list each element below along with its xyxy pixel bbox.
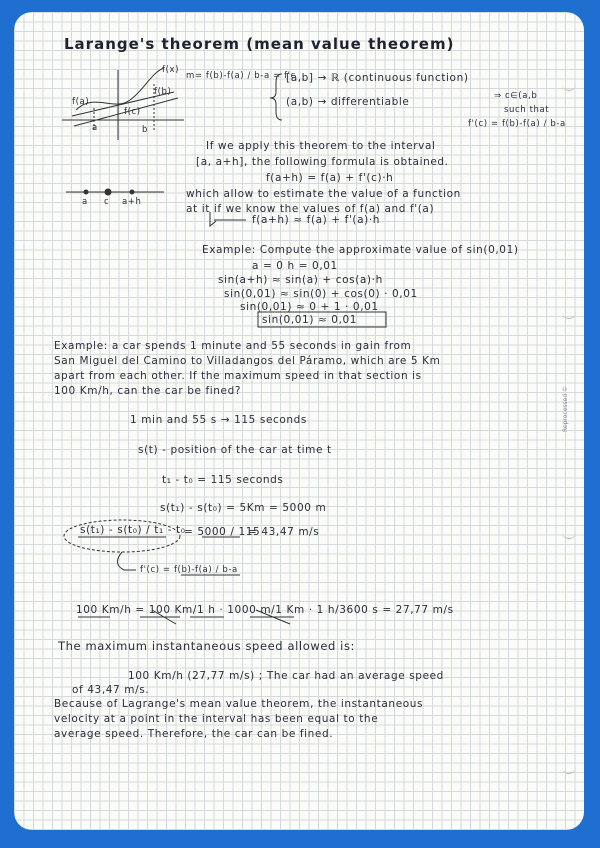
- interval-formula: f(a+h) = f(a) + f'(c)·h: [266, 172, 394, 184]
- conclusion-text: Because of Lagrange's mean value theorem, the instantaneous: [54, 698, 424, 710]
- time-conversion: 1 min and 55 s → 115 seconds: [130, 414, 307, 426]
- page-title: Larange's theorem (mean value theorem): [64, 35, 455, 53]
- average-speed-mid: = 5000 / 115: [184, 526, 261, 538]
- conclusion-formula: f'(c) = f(b)-f(a) / b-a: [468, 119, 566, 129]
- example2-text: San Miguel del Camino to Villadangos del Páramo, which are 5 Km: [54, 355, 441, 367]
- example1-step: sin(a+h) ≈ sin(a) + cos(a)·h: [218, 274, 383, 286]
- average-speed-value: of 43,47 m/s.: [72, 684, 150, 696]
- example2-text: 100 Km/h, can the car be fined?: [54, 385, 242, 397]
- max-speed-value: 100 Km/h (27,77 m/s) ; The car had an average speed: [128, 670, 444, 682]
- example1-heading: Example: Compute the approximate value of sin(0,01): [202, 244, 519, 256]
- example1-step: sin(0,01) ≈ sin(0) + cos(0) · 0,01: [224, 288, 418, 300]
- graph-label: f(b): [154, 87, 172, 97]
- conclusion-exists: ⇒ c∈(a,b: [494, 91, 538, 101]
- average-speed-rhs: = 43,47 m/s: [248, 526, 320, 538]
- speed-conversion: 100 Km/h = 100 Km/1 h · 1000 m/1 Km · 1 h/3600 s = 27,77 m/s: [76, 604, 454, 616]
- number-line-label: c: [104, 197, 110, 207]
- example1-step: a = 0 h = 0,01: [252, 260, 338, 272]
- interval-text: at it if we know the values of f(a) and f'(a): [186, 203, 435, 215]
- number-line-label: a: [82, 197, 88, 207]
- graph-label: f(c): [124, 107, 141, 117]
- graph-label: a: [92, 123, 98, 133]
- conclusion-text: average speed. Therefore, the car can be fined.: [54, 728, 334, 740]
- conclusion-text: velocity at a point in the interval has been equal to the: [54, 713, 379, 725]
- number-line-label: a+h: [122, 197, 142, 207]
- approx-formula: f(a+h) ≈ f(a) + f'(a)·h: [252, 214, 381, 226]
- example1-step: sin(0,01) ≈ 0 + 1 · 0,01: [240, 301, 379, 313]
- position-definition: s(t) - position of the car at time t: [138, 444, 332, 456]
- condition-continuous: [a,b] → ℝ (continuous function): [286, 72, 469, 84]
- graph-label: f(a): [72, 97, 90, 107]
- derivative-note: f'(c) = f(b)-f(a) / b-a: [140, 565, 238, 575]
- condition-differentiable: (a,b) → differentiable: [286, 96, 410, 108]
- example2-text: apart from each other. If the maximum speed in that section is: [54, 370, 422, 382]
- example1-result: sin(0,01) ≈ 0,01: [262, 314, 358, 326]
- slope-formula: m= f(b)-f(a) / b-a = f'c: [186, 71, 296, 81]
- side-watermark: Reprocessed ©: [562, 385, 569, 432]
- graph-label: f(x): [162, 65, 180, 75]
- interval-text: which allow to estimate the value of a function: [186, 188, 461, 200]
- interval-text: [a, a+h], the following formula is obtained.: [196, 156, 449, 168]
- example2-text: Example: a car spends 1 minute and 55 seconds in gain from: [54, 340, 412, 352]
- notebook-page: [14, 12, 584, 830]
- max-speed-heading: The maximum instantaneous speed allowed is:: [58, 639, 356, 653]
- conclusion-such-that: such that: [504, 105, 550, 115]
- delta-position: s(t₁) - s(t₀) = 5Km = 5000 m: [160, 502, 327, 514]
- graph-label: b: [142, 125, 148, 135]
- interval-text: If we apply this theorem to the interval: [206, 140, 436, 152]
- delta-time: t₁ - t₀ = 115 seconds: [162, 474, 284, 486]
- average-speed-lhs: s(t₁) - s(t₀) / t₁ - t₀: [80, 524, 186, 536]
